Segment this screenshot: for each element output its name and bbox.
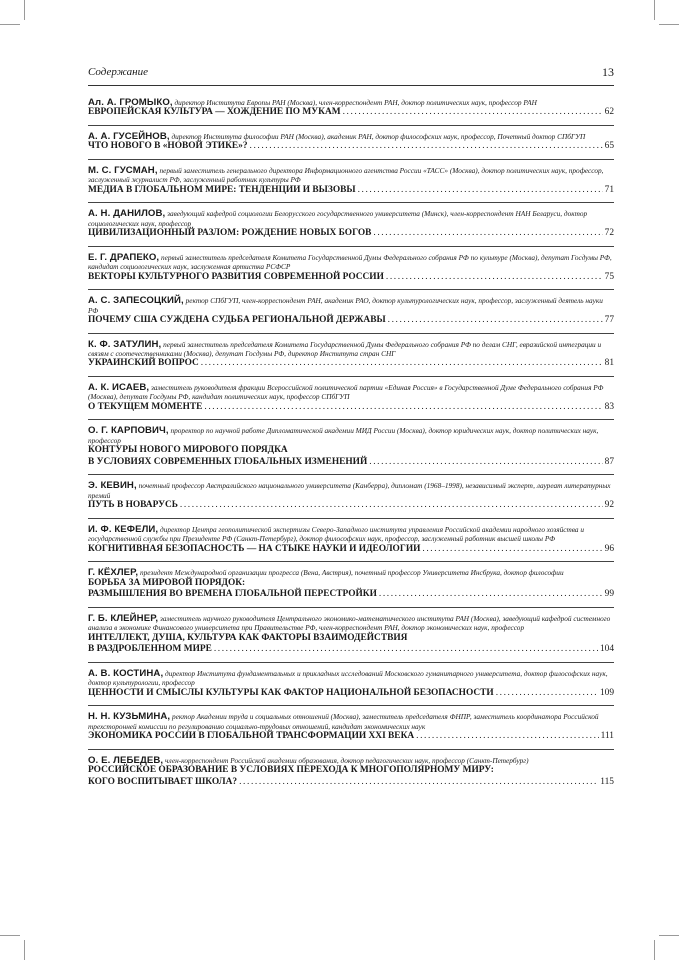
crop-mark-top-right-v <box>654 0 655 20</box>
author-name: Г. КЁХЛЕР, <box>88 567 139 579</box>
entry-divider <box>88 246 614 247</box>
author-affiliation: директор Института философии РАН (Москва), академик РАН, доктор философских наук, профессор, Почетный доктор СПбГУП <box>171 132 586 141</box>
author-line <box>88 756 614 765</box>
author-name: О. Е. ЛЕБЕДЕВ, <box>88 754 164 766</box>
article-title[interactable]: РОССИЙСКОЕ ОБРАЗОВАНИЕ В УСЛОВИЯХ ПЕРЕХОДА К МНОГОПОЛЯРНОМУ МИРУ: <box>88 765 494 776</box>
entry-divider <box>88 474 614 475</box>
article-title: ЦЕННОСТИ И СМЫСЛЫ КУЛЬТУРЫ КАК ФАКТОР НАЦИОНАЛЬНОЙ БЕЗОПАСНОСТИ <box>88 687 494 698</box>
article-page-number: 111 <box>600 731 614 742</box>
article-page-number: 109 <box>599 687 614 698</box>
article-page-number: 65 <box>604 141 614 152</box>
contents-entry <box>88 253 614 283</box>
article-title-row[interactable] <box>88 107 614 119</box>
author-affiliation: директор Центра геополитической экспертизы Северо-Западного института управления Российской академии народного хозяйства и государственной службы при Президенте РФ (Санкт-Петербург), доктор философских наук, профессор, заслуженный работник высшей школы РФ <box>88 524 585 544</box>
author-line <box>88 296 614 315</box>
article-title-row[interactable] <box>88 315 614 327</box>
entry-divider <box>88 419 614 420</box>
dot-leader <box>180 500 603 512</box>
author-affiliation: проректор по научной работе Дипломатической академии МИД России (Москва), доктор юридических наук, доктор политических наук, профессор <box>88 426 599 445</box>
author-line <box>88 209 614 228</box>
article-title: ЧТО НОВОГО В «НОВОЙ ЭТИКЕ»? <box>88 141 248 152</box>
author-line <box>88 132 614 141</box>
entry-divider <box>88 125 614 126</box>
dot-leader <box>379 589 603 601</box>
page-number: 13 <box>602 65 614 79</box>
article-title-row[interactable] <box>88 500 614 512</box>
author-affiliation: первый заместитель председателя Комитета Государственной Думы Федерального собрания РФ по делам СНГ, евразийской интеграции и связям с соотечественниками (Москва), депутат Госдумы РФ, директор Института стран СНГ <box>88 339 602 359</box>
entry-divider <box>88 705 614 706</box>
author-name: А. В. КОСТИНА, <box>88 667 164 679</box>
article-page-number: 72 <box>604 228 614 239</box>
section-title: Содержание <box>88 66 149 78</box>
crop-mark-bottom-left <box>0 935 20 936</box>
author-name: А. С. ЗАПЕСОЦКИЙ, <box>88 295 184 307</box>
author-name: К. Ф. ЗАТУЛИН, <box>88 338 162 350</box>
article-title: В УСЛОВИЯХ СОВРЕМЕННЫХ ГЛОБАЛЬНЫХ ИЗМЕНЕНИЙ <box>88 456 368 467</box>
article-title-row[interactable] <box>88 141 614 153</box>
author-line <box>88 253 614 272</box>
article-title: О ТЕКУЩЕМ МОМЕНТЕ <box>88 401 203 412</box>
dot-leader <box>204 402 602 414</box>
author-affiliation: член-корреспондент Российской академии образования, доктор педагогических наук, профессор (Санкт-Петербург) <box>165 755 529 765</box>
author-line <box>88 568 614 577</box>
contents-entry <box>88 669 614 699</box>
crop-mark-bottom-right-v <box>654 940 655 960</box>
author-affiliation: президент Международной организации прогресса (Вена, Австрия), почетный профессор Университета Инсбрука, доктор философии <box>139 568 564 578</box>
article-title: КОГНИТИВНАЯ БЕЗОПАСНОСТЬ — НА СТЫКЕ НАУКИ И ИДЕОЛОГИИ <box>88 543 421 554</box>
author-affiliation: ректор Академии труда и социальных отношений (Москва), заместитель председателя ФНПР, заместитель координатора Российской трехсторонней комиссии по регулированию социально-трудовых отношений, кандидат экономических наук <box>88 712 599 731</box>
article-title: ЭКОНОМИКА РОССИИ В ГЛОБАЛЬНОЙ ТРАНСФОРМАЦИИ XXI ВЕКА <box>88 731 415 742</box>
author-affiliation: директор Института Европы РАН (Москва), член-корреспондент РАН, доктор политических наук, профессор РАН <box>174 98 537 107</box>
contents-entry <box>88 98 614 119</box>
author-affiliation: заместитель руководителя фракции Всероссийской политической партии «Единая Россия» в Государственной Думе Федерального собрания РФ (Москва), депутат Госдумы РФ, кандидат политических наук, профессор СПбГУП <box>88 383 604 402</box>
article-title-row[interactable] <box>88 731 614 743</box>
article-title-row[interactable] <box>88 228 614 240</box>
author-affiliation: первый заместитель председателя Комитета Государственной Думы Федерального собрания РФ по культуре (Москва), депутат Госдумы РФ, кандидат социологических наук, заслуженная артистка РСФСР <box>88 252 612 272</box>
author-affiliation: заведующий кафедрой социологии Белорусского государственного университета (Минск), член-корреспондент НАН Беларуси, доктор социологических наук, профессор <box>88 209 588 228</box>
dot-leader <box>373 228 602 240</box>
article-title: ПОЧЕМУ США СУЖДЕНА СУДЬБА РЕГИОНАЛЬНОЙ ДЕРЖАВЫ <box>88 315 386 326</box>
author-line <box>88 712 614 731</box>
running-header <box>88 66 614 86</box>
contents-entry <box>88 481 614 511</box>
article-page-number: 77 <box>604 315 614 326</box>
author-affiliation: заместитель научного руководителя Центрального экономико-математического института РАН (Москва), заведующий кафедрой системного анализа в экономике Финансового университета при Правительстве РФ, член-корреспондент РАН, доктор экономических наук, профессор <box>88 613 611 633</box>
author-name: Ал. А. ГРОМЫКО, <box>88 97 173 108</box>
contents-entry <box>88 756 614 789</box>
entry-divider <box>88 607 614 608</box>
dot-leader <box>358 185 603 197</box>
article-page-number: 81 <box>604 358 614 369</box>
contents-entry <box>88 614 614 656</box>
crop-mark-bottom-left-v <box>24 940 25 960</box>
entry-divider <box>88 662 614 663</box>
article-page-number: 96 <box>604 543 614 554</box>
article-page-number: 62 <box>604 107 614 118</box>
author-line <box>88 426 614 445</box>
dot-leader <box>369 457 602 469</box>
dot-leader <box>201 358 603 370</box>
entry-divider <box>88 289 614 290</box>
article-title-row[interactable] <box>88 644 614 656</box>
author-affiliation: первый заместитель генерального директора Информационного агентства России «ТАСС» (Москва), доктор политических наук, профессор, заслуженный журналист РФ, заслуженный работник культуры РФ <box>88 166 604 185</box>
dot-leader <box>250 141 603 153</box>
author-name: Г. Б. КЛЕЙНЕР, <box>88 612 159 624</box>
entry-divider <box>88 159 614 160</box>
author-line <box>88 340 614 359</box>
author-name: А. К. ИСАЕВ, <box>88 382 150 394</box>
header-rule <box>88 85 614 86</box>
dot-leader <box>386 272 603 284</box>
article-page-number: 75 <box>604 271 614 282</box>
author-line <box>88 98 614 107</box>
entry-divider <box>88 561 614 562</box>
contents-entry <box>88 712 614 742</box>
article-title: В РАЗДРОБЛЕННОМ МИРЕ <box>88 644 212 655</box>
author-line <box>88 669 614 688</box>
author-name: О. Г. КАРПОВИЧ, <box>88 425 169 437</box>
article-title-row[interactable] <box>88 185 614 197</box>
author-name: М. С. ГУСМАН, <box>88 165 158 176</box>
article-title: РАЗМЫШЛЕНИЯ ВО ВРЕМЕНА ГЛОБАЛЬНОЙ ПЕРЕСТРОЙКИ <box>88 589 377 600</box>
contents-entry <box>88 383 614 413</box>
article-title-row[interactable] <box>88 272 614 284</box>
dot-leader <box>416 731 598 743</box>
article-title-row[interactable] <box>88 688 614 700</box>
article-title: УКРАИНСКИЙ ВОПРОС <box>88 358 199 369</box>
author-name: И. Ф. КЕФЕЛИ, <box>88 523 159 535</box>
author-name: Е. Г. ДРАПЕКО, <box>88 251 160 263</box>
crop-mark-bottom-right <box>659 935 679 936</box>
dot-leader <box>422 544 602 556</box>
author-line <box>88 525 614 544</box>
article-title-row[interactable] <box>88 589 614 601</box>
article-title[interactable]: КОНТУРЫ НОВОГО МИРОВОГО ПОРЯДКА <box>88 445 288 456</box>
article-page-number: 83 <box>604 401 614 412</box>
article-page-number: 104 <box>599 644 614 655</box>
dot-leader <box>214 644 598 656</box>
article-title-row[interactable] <box>88 402 614 414</box>
author-line <box>88 614 614 633</box>
article-title-row[interactable] <box>88 544 614 556</box>
author-line <box>88 481 614 500</box>
dot-leader <box>239 777 598 789</box>
article-title: ЦИВИЛИЗАЦИОННЫЙ РАЗЛОМ: РОЖДЕНИЕ НОВЫХ БОГОВ <box>88 228 372 239</box>
contents-entry <box>88 525 614 555</box>
article-title: КОГО ВОСПИТЫВАЕТ ШКОЛА? <box>88 776 238 787</box>
article-title[interactable]: ИНТЕЛЛЕКТ, ДУША, КУЛЬТУРА КАК ФАКТОРЫ ВЗАИМОДЕЙСТВИЯ <box>88 632 408 643</box>
article-page-number: 92 <box>604 500 614 511</box>
dot-leader <box>388 315 603 327</box>
article-title: ЕВРОПЕЙСКАЯ КУЛЬТУРА — ХОЖДЕНИЕ ПО МУКАМ <box>88 107 341 118</box>
article-title: ВЕКТОРЫ КУЛЬТУРНОГО РАЗВИТИЯ СОВРЕМЕННОЙ РОССИИ <box>88 271 384 282</box>
article-title: ПУТЬ В НОВАРУСЬ <box>88 500 178 511</box>
contents-list <box>88 98 614 794</box>
dot-leader <box>343 107 603 119</box>
entry-divider <box>88 333 614 334</box>
entry-divider <box>88 749 614 750</box>
contents-entry <box>88 166 614 196</box>
dot-leader <box>496 688 598 700</box>
author-line <box>88 383 614 402</box>
crop-mark-top-left-v <box>24 0 25 20</box>
contents-entry <box>88 340 614 370</box>
author-line <box>88 166 614 185</box>
entry-divider <box>88 376 614 377</box>
article-title-row[interactable] <box>88 457 614 469</box>
contents-entry <box>88 296 614 326</box>
author-name: А. А. ГУСЕЙНОВ, <box>88 131 170 142</box>
article-title: МЕДИА В ГЛОБАЛЬНОМ МИРЕ: ТЕНДЕНЦИИ И ВЫЗОВЫ <box>88 184 356 195</box>
author-affiliation: почетный профессор Австралийского национального университета (Канберра), дипломат (1968–1998), независимый эксперт, лауреат литературных премий <box>88 481 611 500</box>
article-page-number: 115 <box>600 776 614 787</box>
article-page-number: 87 <box>604 456 614 467</box>
article-title-row[interactable] <box>88 358 614 370</box>
entry-divider <box>88 518 614 519</box>
crop-mark-top-right <box>659 24 679 25</box>
crop-mark-top-left <box>0 24 20 25</box>
author-name: А. Н. ДАНИЛОВ, <box>88 208 166 220</box>
article-title[interactable]: БОРЬБА ЗА МИРОВОЙ ПОРЯДОК: <box>88 577 246 588</box>
author-name: Э. КЕВИН, <box>88 480 137 492</box>
article-page-number: 71 <box>604 184 614 195</box>
article-title-row[interactable] <box>88 777 614 789</box>
contents-entry <box>88 426 614 468</box>
contents-entry <box>88 132 614 153</box>
author-affiliation: ректор СПбГУП, член-корреспондент РАН, академик РАО, доктор культурологических наук, профессор, заслуженный деятель науки РФ <box>88 296 603 315</box>
author-affiliation: директор Института фундаментальных и прикладных исследований Московского гуманитарного университета, доктор философских наук, доктор культурологии, профессор <box>88 668 608 688</box>
entry-divider <box>88 202 614 203</box>
contents-entry <box>88 568 614 601</box>
contents-entry <box>88 209 614 239</box>
author-name: Н. Н. КУЗЬМИНА, <box>88 711 171 723</box>
article-page-number: 99 <box>604 589 614 600</box>
